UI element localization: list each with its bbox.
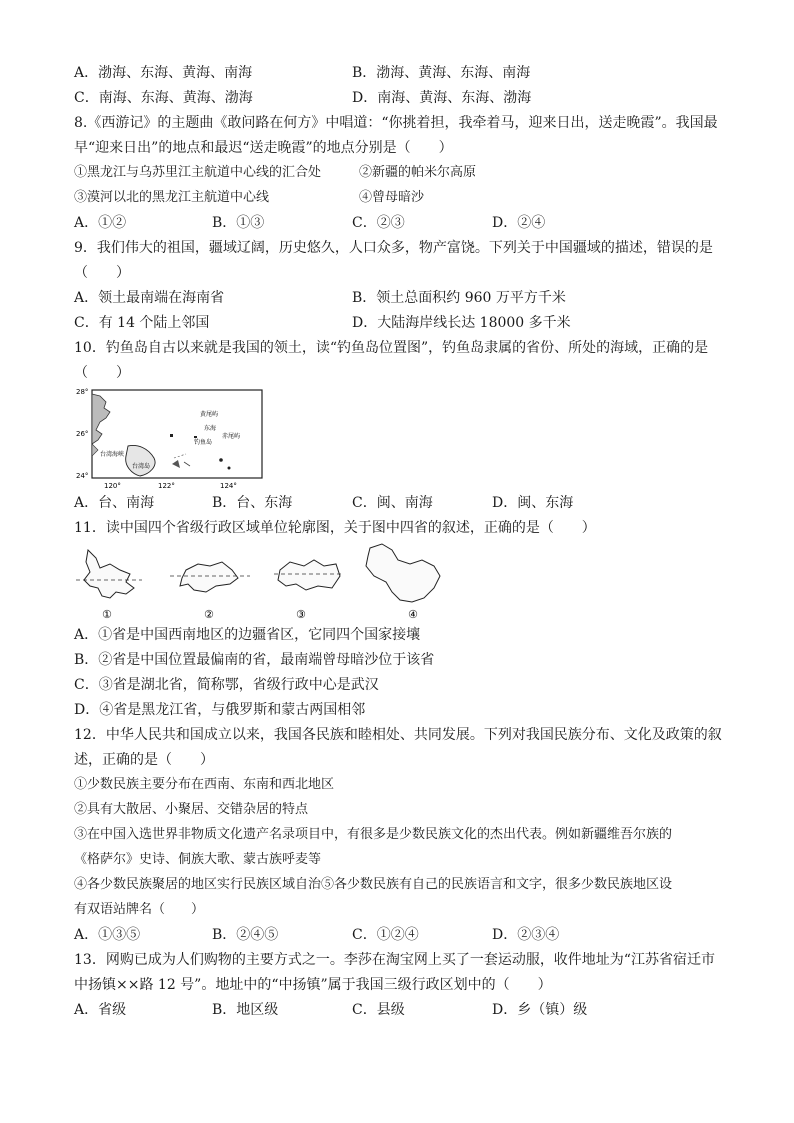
q13-option-d: D．乡（镇）级: [492, 1002, 588, 1018]
q12-statement-3-line2: 《格萨尔》史诗、侗族大歌、蒙古族呼麦等: [74, 852, 322, 867]
q8-stem-line1: 8.《西游记》的主题曲《敢问路在何方》中唱道：“你挑着担，我牵着马，迎来日出，送走晚霞”。我国最: [74, 115, 718, 131]
q8-option-c: C．②③: [352, 215, 405, 231]
q9-option-a: A．领土最南端在海南省: [74, 290, 225, 306]
q8-option-a: A．①②: [74, 215, 127, 231]
province-outline-2: [170, 562, 250, 592]
q12-statement-3-line1: ③在中国入选世界非物质文化遗产名录项目中，有很多是少数民族文化的杰出代表。例如新疆维吾尔族的: [74, 827, 673, 842]
province-outline-4: [366, 544, 440, 602]
label-chiwei-islet: 赤尾屿: [222, 433, 241, 440]
q8-statement-4: ④曾母暗沙: [359, 190, 425, 205]
q13-option-a: A．省级: [74, 1002, 127, 1018]
q12-statement-2: ②具有大散居、小聚居、交错杂居的特点: [74, 802, 309, 817]
q7-option-c: C．南海、东海、黄海、渤海: [74, 90, 253, 106]
q9-option-c: C．有 14 个陆上邻国: [74, 315, 210, 331]
province-outline-1: [76, 550, 142, 598]
label-taiwan-strait: 台湾海峡: [100, 451, 125, 458]
q13-stem-line2: 中扬镇××路 12 号”。地址中的“中扬镇”属于我国三级行政区划中的（ ）: [74, 977, 552, 993]
q7-option-a: A．渤海、东海、黄海、南海: [74, 65, 253, 81]
q10-option-a: A．台、南海: [74, 495, 155, 511]
lat-label-26: 26°: [76, 430, 89, 438]
province-outline-figure: [74, 540, 454, 622]
q8-statement-2: ②新疆的帕米尔高原: [359, 165, 477, 180]
q12-option-c: C．①②④: [352, 927, 419, 943]
q9-stem-line1: 9．我们伟大的祖国，疆域辽阔，历史悠久，人口众多，物产富饶。下列关于中国疆域的描述，错误的是: [74, 240, 713, 256]
label-diaoyu-island: 钓鱼岛: [194, 439, 213, 446]
q11-option-c: C．③省是湖北省，简称鄂，省级行政中心是武汉: [74, 677, 379, 693]
island-dot: [170, 434, 173, 437]
q10-option-b: B．台、东海: [212, 495, 293, 511]
q12-option-d: D．②③④: [492, 927, 560, 943]
q8-option-d: D．②④: [492, 215, 546, 231]
q10-option-c: C．闽、南海: [352, 495, 433, 511]
q8-stem-line2: 早“迎来日出”的地点和最迟“送走晚霞”的地点分别是（ ）: [74, 140, 453, 156]
q12-statement-4-line2: 有双语站牌名（ ）: [74, 902, 205, 917]
q11-option-b: B．②省是中国位置最偏南的省，最南端曾母暗沙位于该省: [74, 652, 435, 668]
q12-option-b: B．②④⑤: [212, 927, 279, 943]
q11-option-a: A．①省是中国西南地区的边疆省区，它同四个国家接壤: [74, 627, 421, 643]
q12-statement-1: ①少数民族主要分布在西南、东南和西北地区: [74, 777, 335, 792]
q9-stem-line2: （ ）: [74, 265, 130, 281]
q12-option-a: A．①③⑤: [74, 927, 141, 943]
diaoyu-island-location-map: [76, 386, 266, 492]
q13-option-c: C．县级: [352, 1002, 405, 1018]
q13-stem-line1: 13．网购已成为人们购物的主要方式之一。李莎在淘宝网上买了一套运动服，收件地址为“江苏省宿迁市: [74, 952, 715, 968]
fig-label-2: ②: [204, 608, 214, 621]
q12-statement-4-line1: ④各少数民族聚居的地区实行民族区域自治⑤各少数民族有自己的民族语言和文字，很多少数民族地区设: [74, 877, 673, 892]
q12-stem-line1: 12．中华人民共和国成立以来，我国各民族和睦相处、共同发展。下列对我国民族分布、文化及政策的叙: [74, 727, 722, 743]
q11-option-d: D．④省是黑龙江省，与俄罗斯和蒙古两国相邻: [74, 702, 366, 718]
label-huangwei-islet: 黄尾屿: [200, 411, 219, 418]
fig-label-4: ④: [408, 608, 418, 621]
label-east-china-sea: 东海: [204, 425, 217, 432]
q8-option-b: B．①③: [212, 215, 265, 231]
lat-label-28: 28°: [76, 388, 89, 396]
q13-option-b: B．地区级: [212, 1002, 279, 1018]
q8-statement-3: ③漠河以北的黑龙江主航道中心线: [74, 190, 270, 205]
q9-option-d: D．大陆海岸线长达 18000 多千米: [352, 315, 571, 331]
q10-stem-line1: 10．钓鱼岛自古以来就是我国的领土，读“钓鱼岛位置图”，钓鱼岛隶属的省份、所处的海域，正确的是: [74, 340, 709, 356]
fig-label-3: ③: [296, 608, 306, 621]
q10-option-d: D．闽、东海: [492, 495, 574, 511]
fig-label-1: ①: [102, 608, 112, 621]
q9-option-b: B．领土总面积约 960 万平方千米: [352, 290, 566, 306]
q8-statement-1: ①黑龙江与乌苏里江主航道中心线的汇合处: [74, 165, 322, 180]
lat-label-24: 24°: [76, 472, 89, 480]
lon-label-124: 124°: [220, 482, 237, 490]
island-dot: [194, 436, 197, 438]
q7-option-d: D．南海、黄海、东海、渤海: [352, 90, 532, 106]
q12-stem-line2: 述，正确的是（ ）: [74, 752, 214, 768]
lon-label-120: 120°: [104, 482, 121, 490]
province-outline-3: [274, 560, 344, 590]
lon-label-122: 122°: [158, 482, 175, 490]
q11-stem: 11．读中国四个省级行政区域单位轮廓图，关于图中四省的叙述，正确的是（ ）: [74, 520, 596, 536]
q7-option-b: B．渤海、黄海、东海、南海: [352, 65, 531, 81]
label-taiwan-island: 台湾岛: [132, 463, 151, 470]
q10-stem-line2: （ ）: [74, 365, 130, 381]
